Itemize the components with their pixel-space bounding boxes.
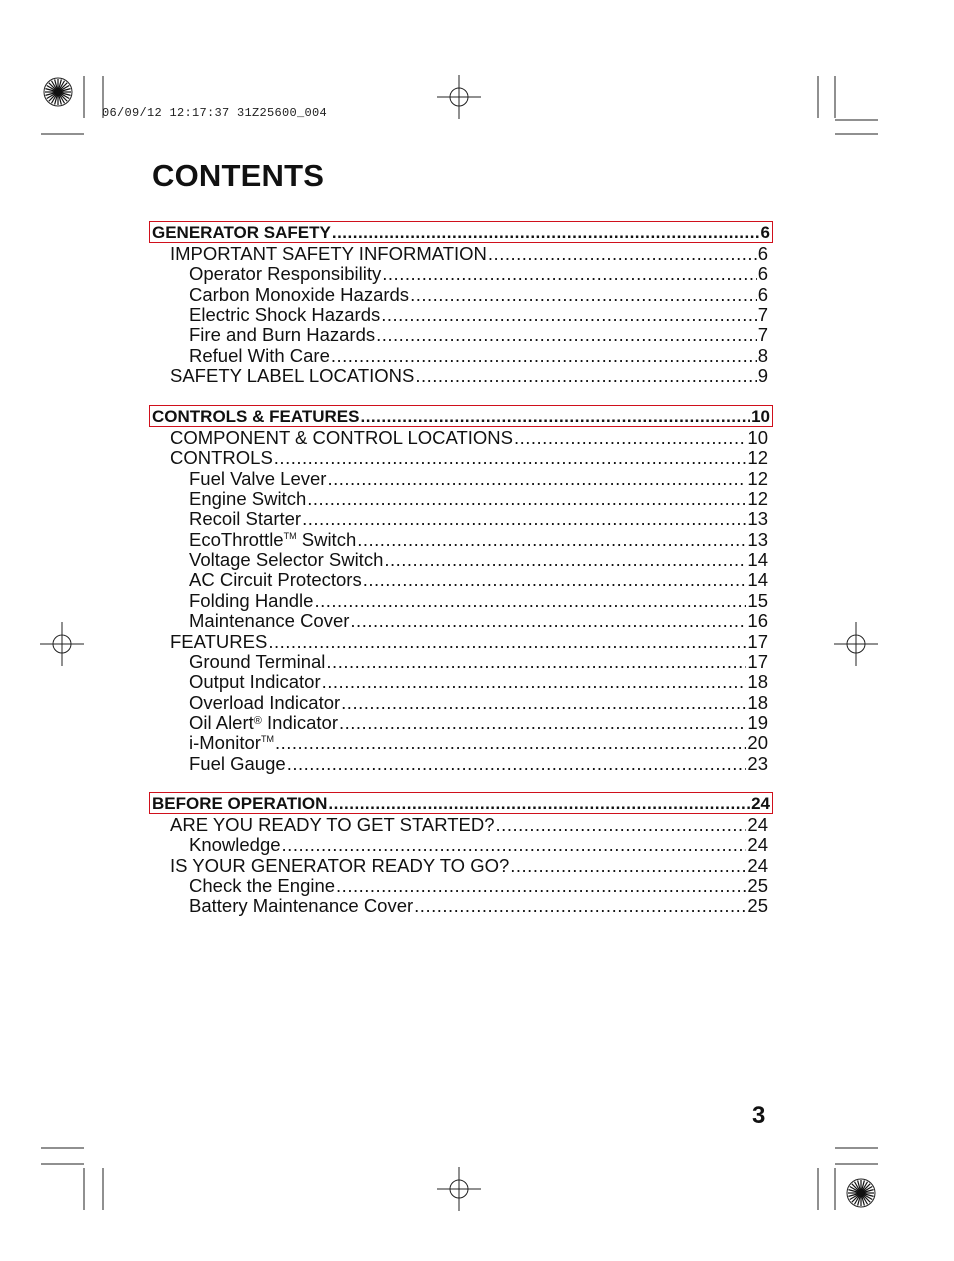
toc-page-number: 25	[747, 895, 768, 917]
toc-entry-label: CONTROLS	[170, 447, 273, 469]
toc-page-number: 17	[747, 650, 768, 672]
dot-leader	[514, 428, 746, 448]
dot-leader	[357, 530, 746, 550]
dot-leader	[327, 469, 746, 489]
dot-leader	[382, 264, 756, 284]
toc-page-number: 12	[747, 488, 768, 510]
toc-entry-label: Maintenance Cover	[189, 610, 350, 632]
toc-page-number: 16	[747, 610, 768, 632]
toc-item[interactable]	[170, 244, 768, 264]
dot-leader	[332, 222, 760, 244]
toc-entry-label: Engine Switch	[189, 488, 307, 510]
toc-subitem[interactable]	[189, 693, 768, 713]
toc-page-number: 7	[757, 324, 768, 346]
dot-leader	[336, 876, 746, 896]
print-timestamp: 06/09/12 12:17:37 31Z25600_004	[102, 106, 328, 120]
toc-page-number: 12	[747, 467, 768, 489]
dot-leader	[410, 285, 757, 305]
toc-subitem[interactable]	[189, 876, 768, 896]
toc-entry-label: Check the Engine	[189, 875, 336, 897]
dot-leader	[496, 815, 747, 835]
dot-leader	[414, 896, 746, 916]
toc-page-number: 24	[747, 814, 768, 835]
toc-page-number: 13	[747, 528, 768, 550]
dot-leader	[360, 406, 750, 428]
toc-subitem[interactable]	[189, 835, 768, 855]
toc-entry-label: Operator Responsibility	[189, 263, 382, 285]
dot-leader	[274, 448, 747, 468]
toc-entry-label: Voltage Selector Switch	[189, 549, 384, 571]
toc-page-number: 15	[747, 589, 768, 611]
toc-entry-label: Output Indicator	[189, 671, 321, 693]
toc-subitem[interactable]	[189, 550, 768, 570]
toc-page-number: 6	[757, 243, 768, 264]
dot-leader	[322, 672, 747, 692]
toc-page-number: 6	[757, 283, 768, 305]
toc-subitem[interactable]	[189, 530, 768, 550]
toc-entry-label: Folding Handle	[189, 589, 314, 611]
toc-page-number: 7	[757, 304, 768, 326]
dot-leader	[328, 793, 750, 815]
toc-page-number: 18	[747, 671, 768, 693]
toc-subitem[interactable]	[189, 733, 768, 753]
trademark-mark: TM	[260, 734, 274, 745]
toc-entry-label: SAFETY LABEL LOCATIONS	[170, 365, 415, 387]
toc-subitem[interactable]	[189, 754, 768, 774]
dot-leader	[339, 713, 746, 733]
toc-item[interactable]	[170, 366, 768, 386]
toc-item[interactable]	[170, 428, 768, 448]
toc-subitem[interactable]	[189, 305, 768, 325]
toc-entry-label: Fuel Gauge	[189, 752, 286, 774]
toc-subitem[interactable]	[189, 570, 768, 590]
toc-entry-label: BEFORE OPERATION	[152, 794, 328, 813]
toc-subitem[interactable]	[189, 652, 768, 672]
toc-entry-label: GENERATOR SAFETY	[152, 223, 331, 242]
toc-entry-label: COMPONENT & CONTROL LOCATIONS	[170, 427, 513, 448]
toc-subitem[interactable]	[189, 672, 768, 692]
dot-leader	[268, 632, 746, 652]
toc-subitem[interactable]	[189, 285, 768, 305]
toc-page-number: 24	[751, 794, 770, 813]
toc-subitem[interactable]	[189, 713, 768, 733]
toc-entry-label: Oil Alert® Indicator	[189, 711, 338, 733]
toc-entry-label: Electric Shock Hazards	[189, 304, 381, 326]
dot-leader	[314, 591, 746, 611]
toc-entry-label: Overload Indicator	[189, 691, 341, 713]
toc-page-number: 24	[747, 854, 768, 876]
toc-page-number: 6	[757, 263, 768, 285]
dot-leader	[363, 570, 747, 590]
toc-page-number: 8	[757, 344, 768, 366]
toc-page-number: 25	[747, 875, 768, 897]
toc-page-number: 12	[747, 447, 768, 469]
page-title: CONTENTS	[152, 158, 325, 193]
toc-entry-label: i-Monitor™	[189, 732, 274, 754]
registration-mark-left	[40, 622, 84, 666]
toc-page-number: 18	[747, 691, 768, 713]
toc-subitem[interactable]	[189, 489, 768, 509]
toc-subitem[interactable]	[189, 325, 768, 345]
registration-mark-top	[437, 75, 481, 119]
toc-item[interactable]	[170, 448, 768, 468]
toc-subitem[interactable]	[189, 611, 768, 631]
dot-leader	[510, 856, 746, 876]
toc-subitem[interactable]	[189, 509, 768, 529]
toc-item[interactable]	[170, 632, 768, 652]
toc-entry-label: CONTROLS & FEATURES	[152, 407, 360, 426]
dot-leader	[302, 509, 746, 529]
dot-leader	[282, 835, 747, 855]
toc-page-number: 13	[747, 508, 768, 530]
toc-section-heading[interactable]	[149, 221, 773, 243]
toc-entry-label: Fuel Valve Lever	[189, 467, 327, 489]
toc-page-number: 6	[760, 223, 770, 242]
trademark-mark: TM	[283, 530, 297, 541]
page-number: 3	[752, 1102, 766, 1129]
toc-entry-label: Refuel With Care	[189, 344, 330, 366]
dot-leader	[350, 611, 746, 631]
toc-entry-label: ARE YOU READY TO GET STARTED?	[170, 814, 495, 835]
dot-leader	[326, 652, 746, 672]
toc-subitem[interactable]	[189, 591, 768, 611]
toc-subitem[interactable]	[189, 469, 768, 489]
dot-leader	[384, 550, 746, 570]
toc-entry-label: Battery Maintenance Cover	[189, 895, 414, 917]
registration-mark-bottom	[437, 1167, 481, 1211]
toc-page-number: 14	[747, 549, 768, 571]
dot-leader	[275, 733, 746, 753]
toc-subitem[interactable]	[189, 346, 768, 366]
starburst-target-bottom-right	[847, 1179, 875, 1207]
dot-leader	[488, 244, 757, 264]
toc-subitem[interactable]	[189, 264, 768, 284]
toc-page-number: 9	[757, 365, 768, 387]
toc-entry-label: AC Circuit Protectors	[189, 569, 362, 591]
toc-page-number: 17	[747, 630, 768, 652]
starburst-target-top-left	[44, 78, 72, 106]
toc-entry-label: Knowledge	[189, 834, 281, 856]
toc-page-number: 23	[747, 752, 768, 774]
dot-leader	[341, 693, 746, 713]
dot-leader	[381, 305, 756, 325]
toc-entry-label: Ground Terminal	[189, 650, 326, 672]
toc-page-number: 10	[747, 427, 768, 448]
trademark-mark: ®	[253, 714, 262, 727]
dot-leader	[307, 489, 746, 509]
toc-entry-label: Fire and Burn Hazards	[189, 324, 376, 346]
toc-section-heading[interactable]	[149, 792, 773, 814]
toc-item[interactable]	[170, 856, 768, 876]
toc-subitem[interactable]	[189, 896, 768, 916]
toc-entry-label: Carbon Monoxide Hazards	[189, 283, 410, 305]
toc-entry-label: FEATURES	[170, 630, 268, 652]
toc-page-number: 14	[747, 569, 768, 591]
toc-entry-label: Recoil Starter	[189, 508, 302, 530]
registration-mark-right	[834, 622, 878, 666]
toc-entry-label: EcoThrottle™ Switch	[189, 528, 357, 550]
dot-leader	[331, 346, 757, 366]
toc-page-number: 24	[747, 834, 768, 856]
dot-leader	[376, 325, 757, 345]
dot-leader	[287, 754, 747, 774]
dot-leader	[415, 366, 756, 386]
toc-item[interactable]	[170, 815, 768, 835]
toc-entry-label: IS YOUR GENERATOR READY TO GO?	[170, 854, 510, 876]
toc-entry-label: IMPORTANT SAFETY INFORMATION	[170, 243, 487, 264]
toc-page-number: 20	[747, 732, 768, 754]
toc-page-number: 19	[747, 711, 768, 733]
toc-page-number: 10	[751, 407, 770, 426]
toc-section-heading[interactable]	[149, 405, 773, 427]
